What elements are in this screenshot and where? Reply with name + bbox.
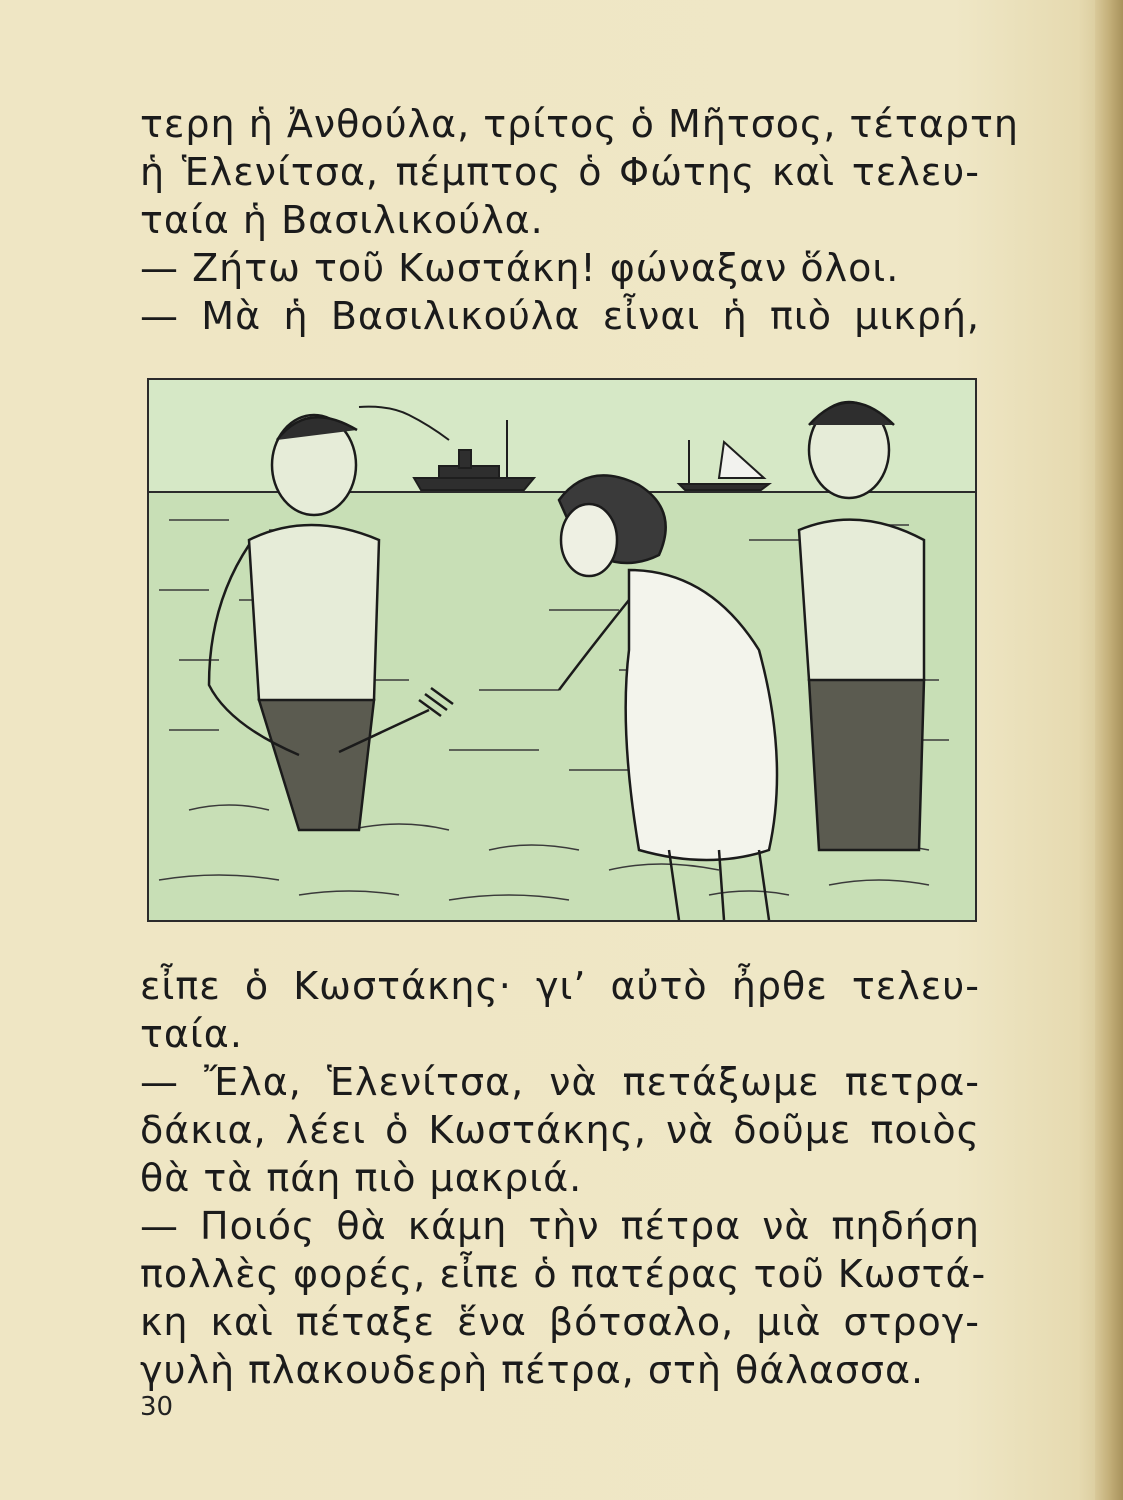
text-line: θὰ τὰ πάη πιὸ μακριά. — [140, 1156, 583, 1200]
illustration-children-at-sea — [147, 378, 977, 922]
text-line: γυλὴ πλακουδερὴ πέτρα, στὴ θάλασσα. — [140, 1348, 925, 1392]
text-line: πολλὲς φορές, εἶπε ὁ πατέρας τοῦ Κωστά- — [140, 1252, 987, 1296]
text-line: δάκια, λέει ὁ Κωστάκης, νὰ δοῦμε ποιὸς — [140, 1108, 980, 1152]
text-line: τερη ἡ Ἀνθούλα, τρίτος ὁ Μῆτσος, τέταρτη — [140, 102, 1019, 146]
text-line: — Μὰ ἡ Βασιλικούλα εἶναι ἡ πιὸ μικρή, — [140, 294, 980, 338]
text-line: εἶπε ὁ Κωστάκης· γι’ αὐτὸ ἦρθε τελευ- — [140, 964, 980, 1008]
text-line: κη καὶ πέταξε ἕνα βότσαλο, μιὰ στρογ- — [140, 1300, 980, 1344]
text-block-bottom — [140, 962, 987, 1394]
text-line: ἡ Ἑλενίτσα, πέμπτος ὁ Φώτης καὶ τελευ- — [140, 150, 980, 194]
book-spine — [1095, 0, 1123, 1500]
text-line: — Ζήτω τοῦ Κωστάκη! φώναξαν ὅλοι. — [140, 246, 900, 290]
text-line: ταία ἡ Βασιλικούλα. — [140, 198, 544, 242]
text-line: — Ποιός θὰ κάμη τὴν πέτρα νὰ πηδήση — [140, 1204, 980, 1248]
page-number: 30 — [140, 1392, 174, 1422]
text-block-top — [140, 100, 1019, 340]
text-line: ταία. — [140, 1012, 243, 1056]
text-line: — Ἔλα, Ἑλενίτσα, νὰ πετάξωμε πετρα- — [140, 1060, 980, 1104]
